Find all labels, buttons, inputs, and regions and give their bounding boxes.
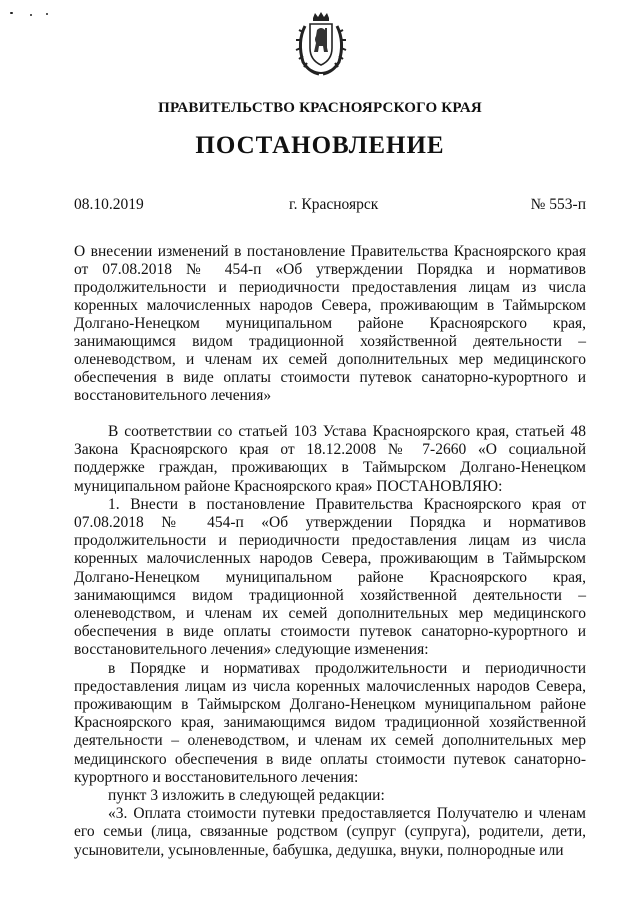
document-date: 08.10.2019 <box>74 196 144 213</box>
document-body <box>74 423 586 860</box>
document-city: г. Красноярск <box>289 196 379 213</box>
body-paragraph-item-1: 1. Внести в постановление Правительства Красноярского края от 07.08.2018 № 454-п «Об утверждении Порядка и нормативов продолжительности и периодичности предоставления лицам из числа коренных малочисленных народов Севера, проживающим в Таймырском Долгано-Ненецком муниципальном районе Красноярского края, занимающимся видом традиционной хозяйственной деятельности – оленеводством, и членам их семей дополнительных мер медицинского обеспечения в виде оплаты стоимости путевок санаторно-курортного и восстановительного лечения» следующие изменения: <box>74 495 586 659</box>
issuing-authority: ПРАВИТЕЛЬСТВО КРАСНОЯРСКОГО КРАЯ <box>158 100 482 116</box>
coat-of-arms-icon <box>295 12 347 78</box>
body-paragraph-changes: в Порядке и нормативах продолжительности и периодичности предоставления лицам из числа коренных малочисленных народов Севера, проживающим в Таймырском Долгано-Ненецком муниципальном районе Красноярского края, занимающимся видом традиционной хозяйственной деятельности – оленеводством, и членам их семей дополнительных мер медицинского обеспечения в виде оплаты стоимости путевок санаторно-курортного и восстановительного лечения: <box>74 659 586 786</box>
document-type-title: ПОСТАНОВЛЕНИЕ <box>195 132 445 159</box>
body-paragraph-clause-3-intro: пункт 3 изложить в следующей редакции: <box>108 787 385 805</box>
document-subject: О внесении изменений в постановление Правительства Красноярского края от 07.08.2018 № 454-п «Об утверждении Порядка и нормативов продолжительности и периодичности предоставления лицам из числа коренных малочисленных народов Севера, проживающим в Таймырском Долгано-Ненецком муниципальном районе Красноярского края, занимающимся видом традиционной хозяйственной деятельности – оленеводством, и членам их семей дополнительных мер медицинского обеспечения в виде оплаты стоимости путевок санаторно-курортного и восстановительного лечения» <box>74 243 586 404</box>
body-paragraph-preamble: В соответствии со статьей 103 Устава Красноярского края, статьей 48 Закона Красноярского края от 18.12.2008 № 7-2660 «О социальной поддержке граждан, проживающих в Таймырском Долгано-Ненецком муниципальном районе Красноярского края» ПОСТАНОВЛЯЮ: <box>74 423 586 495</box>
scan-specks <box>10 10 50 20</box>
body-paragraph-clause-3-text: «3. Оплата стоимости путевки предоставляется Получателю и членам его семьи (лица, связанные родством (супруг (супруга), родители, дети, усыновители, усыновленные, бабушка, дедушка, внуки, полнородные или <box>74 805 586 859</box>
document-number: № 553-п <box>530 196 586 213</box>
